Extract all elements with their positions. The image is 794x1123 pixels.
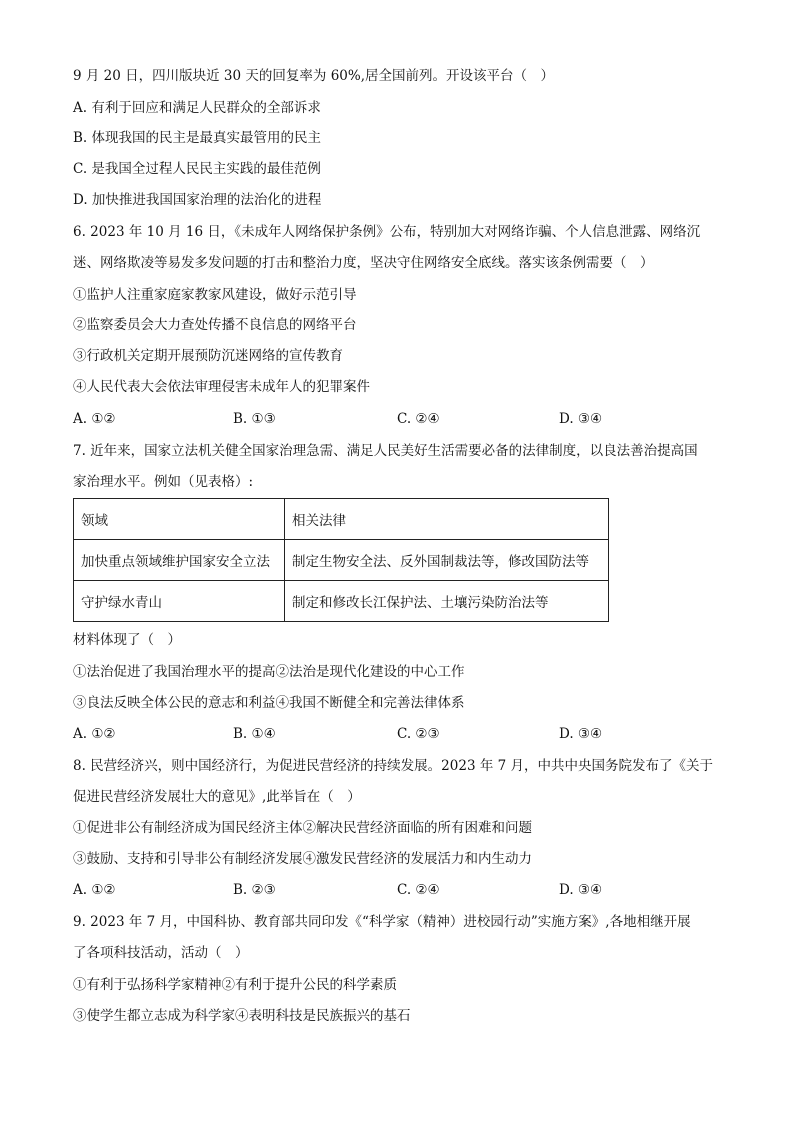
q7-statements-line-2: ③良法反映全体公民的意志和利益④我国不断健全和完善法律体系 [73, 695, 465, 711]
q7-prompt: 材料体现了（ ） [73, 632, 181, 648]
q5-option-c: C. 是我国全过程人民民主实践的最佳范例 [73, 161, 321, 177]
q5-stem-tail: 9 月 20 日，四川版块近 30 天的回复率为 60%,居全国前列。开设该平台（ ） [73, 68, 554, 84]
q6-statement-3: ③行政机关定期开展预防沉迷网络的宣传教育 [73, 348, 343, 364]
q9-statements-line-1: ①有利于弘扬科学家精神②有利于提升公民的科学素质 [73, 977, 397, 993]
q7-choice-a: A. ①② [73, 726, 116, 742]
q5-option-d: D. 加快推进我国国家治理的法治化的进程 [73, 192, 322, 208]
q6-statement-2: ②监察委员会大力查处传播不良信息的网络平台 [73, 317, 357, 333]
q7-law-table [73, 498, 609, 622]
table-cell: 加快重点领域维护国家安全立法 [74, 540, 285, 581]
q7-statements-line-1: ①法治促进了我国治理水平的提高②法治是现代化建设的中心工作 [73, 664, 465, 680]
table-cell: 守护绿水青山 [74, 581, 285, 622]
q8-choice-d: D. ③④ [559, 882, 603, 898]
q6-choice-d: D. ③④ [559, 411, 603, 427]
q8-stem-line-2: 促进民营经济发展壮大的意见》,此举旨在（ ） [73, 789, 361, 805]
q8-choice-c: C. ②④ [397, 882, 440, 898]
table-header-row [74, 499, 609, 540]
q9-stem-line-1: 9. 2023 年 7 月，中国科协、教育部共同印发《“科学家（精神）进校园行动”实施方案》,各地相继开展 [73, 914, 691, 930]
q6-stem-line-2: 迷、网络欺凌等易发多发问题的打击和整治力度，坚决守住网络安全底线。落实该条例需要（ ） [73, 255, 654, 271]
q8-choice-b: B. ②③ [233, 882, 276, 898]
q6-choice-a: A. ①② [73, 411, 116, 427]
q7-stem-line-2: 家治理水平。例如（见表格）: [73, 474, 254, 490]
q5-option-b: B. 体现我国的民主是最真实最管用的民主 [73, 130, 322, 146]
q8-statements-line-2: ③鼓励、支持和引导非公有制经济发展④激发民营经济的发展活力和内生动力 [73, 851, 532, 867]
q5-option-a: A. 有利于回应和满足人民群众的全部诉求 [73, 100, 321, 116]
q7-choice-b: B. ①④ [233, 726, 276, 742]
q6-stem-line-1: 6. 2023 年 10 月 16 日，《未成年人网络保护条例》公布，特别加大对网络诈骗、个人信息泄露、网络沉 [73, 224, 701, 240]
q6-choice-c: C. ②④ [397, 411, 440, 427]
q7-stem-line-1: 7. 近年来，国家立法机关健全国家治理急需、满足人民美好生活需要必备的法律制度，以良法善治提高国 [73, 443, 698, 459]
table-cell: 制定生物安全法、反外国制裁法等，修改国防法等 [285, 540, 609, 581]
q6-statement-1: ①监护人注重家庭家教家风建设，做好示范引导 [73, 287, 357, 303]
q9-stem-line-2: 了各项科技活动，活动（ ） [73, 945, 249, 961]
table-row [74, 540, 609, 581]
table-cell: 制定和修改长江保护法、土壤污染防治法等 [285, 581, 609, 622]
table-header-cell: 相关法律 [285, 499, 609, 540]
q8-statements-line-1: ①促进非公有制经济成为国民经济主体②解决民营经济面临的所有困难和问题 [73, 820, 532, 836]
q7-choice-c: C. ②③ [397, 726, 440, 742]
q9-statements-line-2: ③使学生都立志成为科学家④表明科技是民族振兴的基石 [73, 1008, 411, 1024]
q6-choice-b: B. ①③ [233, 411, 276, 427]
q8-stem-line-1: 8. 民营经济兴，则中国经济行，为促进民营经济的持续发展。2023 年 7 月，中共中央国务院发布了《关于 [73, 758, 713, 774]
table-header-cell: 领域 [74, 499, 285, 540]
q7-choice-d: D. ③④ [559, 726, 603, 742]
q8-choice-a: A. ①② [73, 882, 116, 898]
table-row [74, 581, 609, 622]
q6-statement-4: ④人民代表大会依法审理侵害未成年人的犯罪案件 [73, 379, 370, 395]
